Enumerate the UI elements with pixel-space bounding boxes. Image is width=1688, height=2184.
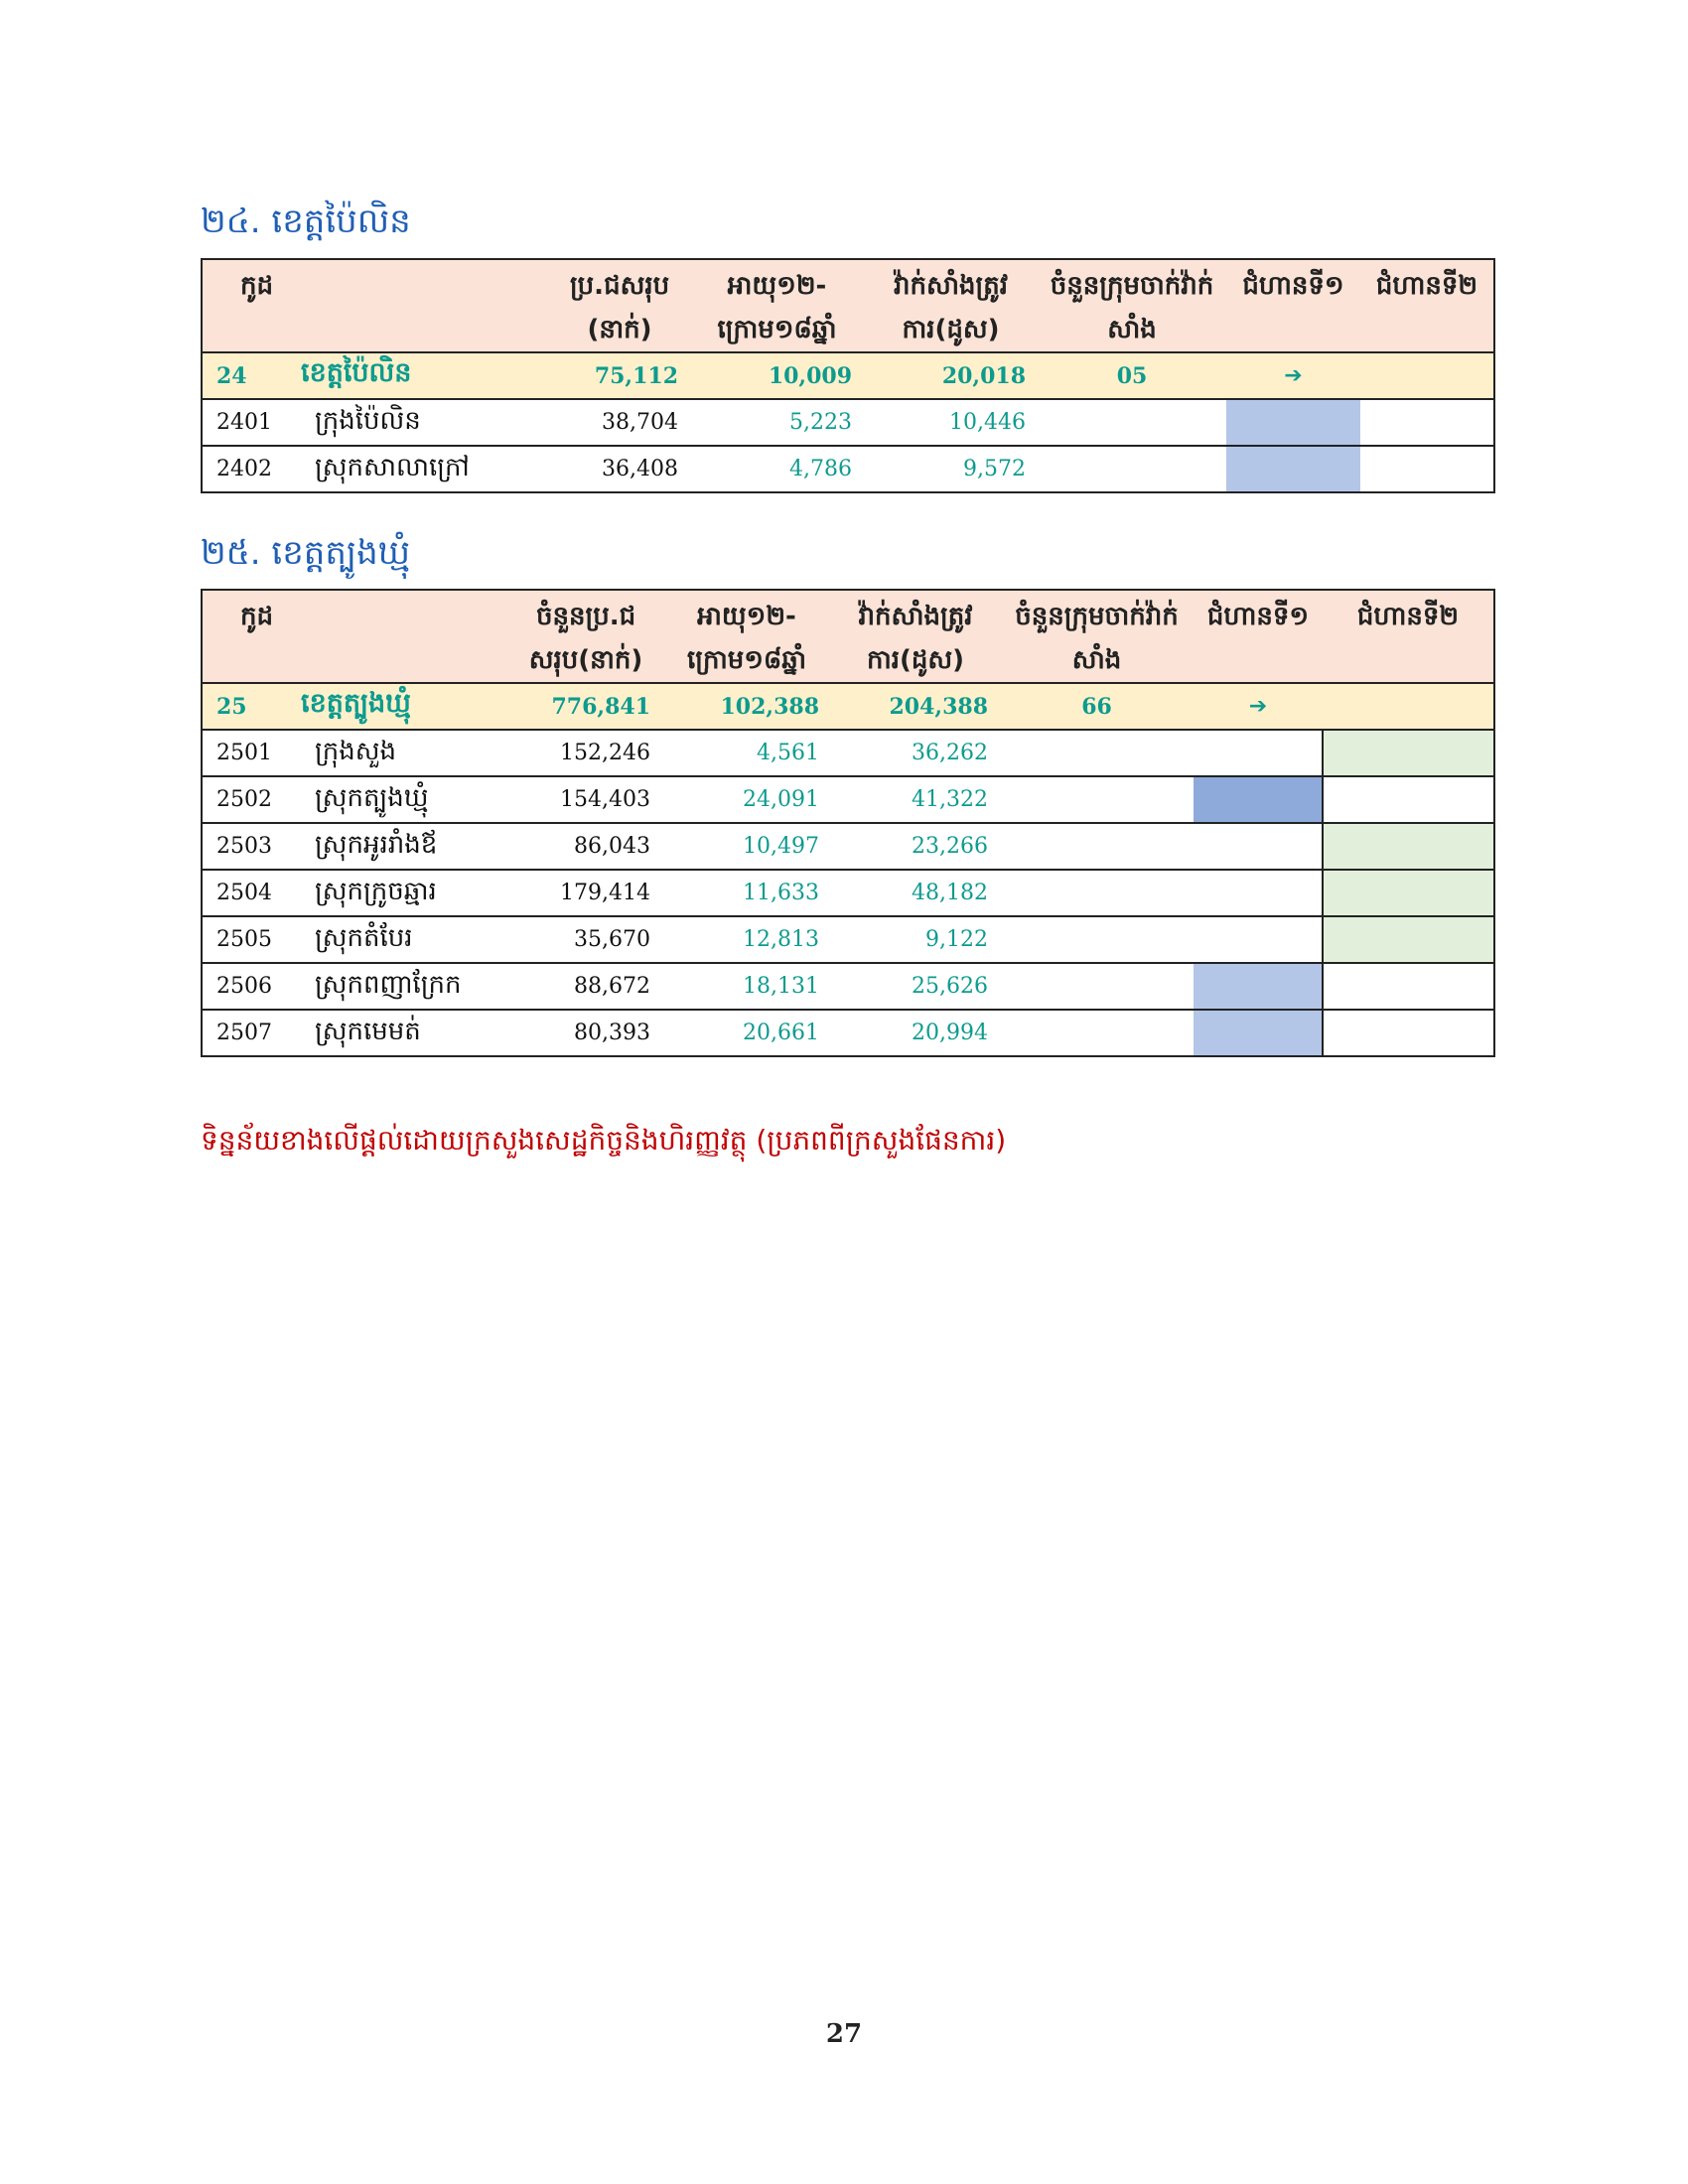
- district-population: 36,408: [549, 446, 690, 492]
- province-population: 776,841: [509, 683, 662, 730]
- province-row: [202, 683, 1494, 730]
- arrow-right-icon: ➔: [1194, 683, 1323, 730]
- district-name: ក្រុងសួង: [301, 730, 509, 776]
- district-teams: [1038, 399, 1226, 446]
- district-population: 152,246: [509, 730, 662, 776]
- phase1-cell: [1194, 730, 1323, 776]
- header-phase2: ជំហានទី២: [1323, 590, 1494, 683]
- district-code: 2503: [202, 823, 301, 870]
- district-code: 2501: [202, 730, 301, 776]
- province-phase2: [1360, 352, 1494, 399]
- district-code: 2402: [202, 446, 301, 492]
- table-row: [202, 446, 1494, 492]
- table-header-row: [202, 259, 1494, 352]
- table-row: [202, 823, 1494, 870]
- district-teams: [1000, 870, 1194, 916]
- district-doses: 23,266: [831, 823, 1000, 870]
- phase1-cell: [1194, 916, 1323, 963]
- phase1-cell: [1226, 446, 1360, 492]
- province-population: 75,112: [549, 352, 690, 399]
- district-doses: 25,626: [831, 963, 1000, 1010]
- district-code: 2401: [202, 399, 301, 446]
- phase2-cell: [1323, 916, 1494, 963]
- district-doses: 9,572: [864, 446, 1038, 492]
- table-row: [202, 963, 1494, 1010]
- table-pailin: [201, 258, 1495, 493]
- district-age: 5,223: [690, 399, 864, 446]
- header-phase1: ជំហានទី១: [1194, 590, 1323, 683]
- table-row: [202, 870, 1494, 916]
- province-code: 25: [202, 683, 301, 730]
- phase2-cell: [1323, 963, 1494, 1010]
- table-row: [202, 730, 1494, 776]
- table-row: [202, 399, 1494, 446]
- page-number: 27: [825, 2019, 863, 2049]
- header-doses: វ៉ាក់សាំងត្រូវការ(ដូស): [864, 259, 1038, 352]
- district-teams: [1000, 916, 1194, 963]
- table-row: [202, 776, 1494, 823]
- section-24-title: ២៤. ខេត្តប៉ៃលិន: [201, 202, 411, 241]
- phase2-cell: [1323, 823, 1494, 870]
- phase2-cell: [1323, 870, 1494, 916]
- district-code: 2504: [202, 870, 301, 916]
- header-code: កូដ: [202, 590, 509, 683]
- header-phase2: ជំហានទី២: [1360, 259, 1494, 352]
- province-age: 102,388: [662, 683, 831, 730]
- district-code: 2506: [202, 963, 301, 1010]
- header-doses: វ៉ាក់សាំងត្រូវការ(ដូស): [831, 590, 1000, 683]
- phase2-cell: [1323, 776, 1494, 823]
- district-name: ស្រុកមេមត់: [301, 1010, 509, 1056]
- province-phase2: [1323, 683, 1494, 730]
- table-header-row: [202, 590, 1494, 683]
- district-age: 4,786: [690, 446, 864, 492]
- province-teams: 66: [1000, 683, 1194, 730]
- table-row: [202, 916, 1494, 963]
- phase1-cell: [1194, 823, 1323, 870]
- district-name: ស្រុកក្រូចឆ្មារ: [301, 870, 509, 916]
- district-age: 12,813: [662, 916, 831, 963]
- header-teams: ចំនួនក្រុមចាក់វ៉ាក់សាំង: [1000, 590, 1194, 683]
- district-age: 11,633: [662, 870, 831, 916]
- province-name: ខេត្តត្បូងឃ្មុំ: [301, 683, 509, 730]
- district-age: 10,497: [662, 823, 831, 870]
- district-teams: [1038, 446, 1226, 492]
- district-teams: [1000, 963, 1194, 1010]
- province-age: 10,009: [690, 352, 864, 399]
- district-doses: 10,446: [864, 399, 1038, 446]
- header-population: ប្រ.ជសរុប (នាក់): [549, 259, 690, 352]
- district-name: ស្រុកពញាក្រែក: [301, 963, 509, 1010]
- district-code: 2505: [202, 916, 301, 963]
- phase1-cell: [1226, 399, 1360, 446]
- district-population: 35,670: [509, 916, 662, 963]
- district-population: 179,414: [509, 870, 662, 916]
- header-code: កូដ: [202, 259, 549, 352]
- header-phase1: ជំហានទី១: [1226, 259, 1360, 352]
- district-name: ក្រុងប៉ៃលិន: [301, 399, 549, 446]
- phase2-cell: [1323, 730, 1494, 776]
- phase2-cell: [1360, 446, 1494, 492]
- district-population: 80,393: [509, 1010, 662, 1056]
- arrow-right-icon: ➔: [1226, 352, 1360, 399]
- district-population: 38,704: [549, 399, 690, 446]
- phase1-cell: [1194, 776, 1323, 823]
- province-doses: 20,018: [864, 352, 1038, 399]
- province-name: ខេត្តប៉ៃលិន: [301, 352, 549, 399]
- district-teams: [1000, 1010, 1194, 1056]
- district-age: 4,561: [662, 730, 831, 776]
- header-teams: ចំនួនក្រុមចាក់វ៉ាក់សាំង: [1038, 259, 1226, 352]
- table-row: [202, 1010, 1494, 1056]
- district-code: 2507: [202, 1010, 301, 1056]
- district-doses: 9,122: [831, 916, 1000, 963]
- district-age: 18,131: [662, 963, 831, 1010]
- district-teams: [1000, 823, 1194, 870]
- province-code: 24: [202, 352, 301, 399]
- phase2-cell: [1323, 1010, 1494, 1056]
- district-name: ស្រុកតំបែរ: [301, 916, 509, 963]
- district-name: ស្រុកសាលាក្រៅ: [301, 446, 549, 492]
- district-name: ស្រុកអូររាំងឪ: [301, 823, 509, 870]
- district-teams: [1000, 730, 1194, 776]
- district-doses: 20,994: [831, 1010, 1000, 1056]
- section-25-title: ២៥. ខេត្តត្បូងឃ្មុំ: [201, 533, 411, 573]
- header-population: ចំនួនប្រ.ជសរុប(នាក់): [509, 590, 662, 683]
- district-name: ស្រុកត្បូងឃ្មុំ: [301, 776, 509, 823]
- header-age: អាយុ១២-ក្រោម១៨ឆ្នាំ: [690, 259, 864, 352]
- district-doses: 41,322: [831, 776, 1000, 823]
- phase1-cell: [1194, 963, 1323, 1010]
- district-population: 88,672: [509, 963, 662, 1010]
- phase2-cell: [1360, 399, 1494, 446]
- phase1-cell: [1194, 870, 1323, 916]
- district-age: 20,661: [662, 1010, 831, 1056]
- district-code: 2502: [202, 776, 301, 823]
- province-row: [202, 352, 1494, 399]
- header-age: អាយុ១២-ក្រោម១៨ឆ្នាំ: [662, 590, 831, 683]
- district-age: 24,091: [662, 776, 831, 823]
- table-tbong-khmum: [201, 589, 1495, 1057]
- district-doses: 36,262: [831, 730, 1000, 776]
- province-teams: 05: [1038, 352, 1226, 399]
- district-population: 154,403: [509, 776, 662, 823]
- district-population: 86,043: [509, 823, 662, 870]
- district-teams: [1000, 776, 1194, 823]
- source-footnote: ទិន្នន័យខាងលើផ្ដល់ដោយក្រសួងសេដ្ឋកិច្ចនិងហិរញ្ញវត្ថុ (ប្រភពពីក្រសួងផែនការ): [201, 1124, 1007, 1157]
- district-doses: 48,182: [831, 870, 1000, 916]
- province-doses: 204,388: [831, 683, 1000, 730]
- phase1-cell: [1194, 1010, 1323, 1056]
